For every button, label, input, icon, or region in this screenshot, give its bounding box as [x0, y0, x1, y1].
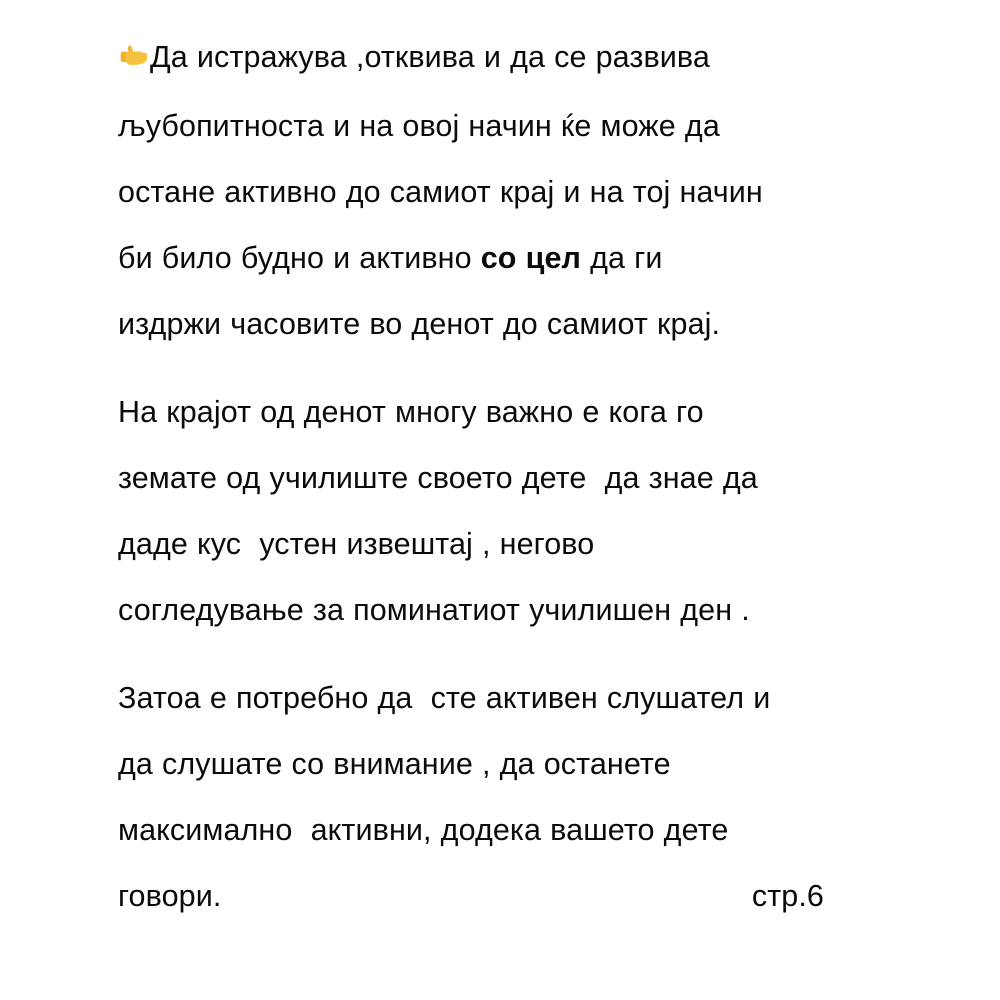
paragraph-3-line-2: да слушате со внимание , да останете — [118, 747, 671, 781]
paragraph-3-line-1: Затоа е потребно да сте активен слушател и — [118, 681, 771, 715]
pointing-right-hand-icon — [118, 27, 148, 93]
paragraph-1-line-5: издржи часовите во денот до самиот крај. — [118, 307, 721, 341]
paragraph-1 — [118, 24, 882, 357]
paragraph-3 — [118, 665, 882, 929]
page-reference: стр.6 — [751, 879, 824, 913]
paragraph-3-line-3: максимално активни, додека вашето дете — [118, 813, 729, 847]
paragraph-2-line-4: согледување за поминатиот училишен ден . — [118, 593, 750, 627]
paragraph-2-line-3: даде кус устен извештај , негово — [118, 527, 595, 561]
paragraph-1-line-2: љубопитноста и на овој начин ќе може да — [118, 109, 720, 143]
paragraph-2 — [118, 379, 882, 643]
paragraph-3-line-4 — [118, 863, 882, 929]
paragraph-1-line-1: Да истражува ,отквива и да се развива — [118, 24, 882, 93]
paragraph-2-line-1: На крајот од денот многу важно е кога го — [118, 395, 704, 429]
paragraph-2-line-2: земате од училиште своето дете да знае да — [118, 461, 758, 495]
paragraph-1-line-4: би било будно и активно со цел да ги — [118, 241, 663, 275]
paragraph-1-line-3: останe активно до самиот крај и на тој начин — [118, 175, 763, 209]
emphasis-so-cel: со цел — [480, 241, 581, 275]
paragraph-3-line-4-text: говори. — [118, 879, 222, 913]
